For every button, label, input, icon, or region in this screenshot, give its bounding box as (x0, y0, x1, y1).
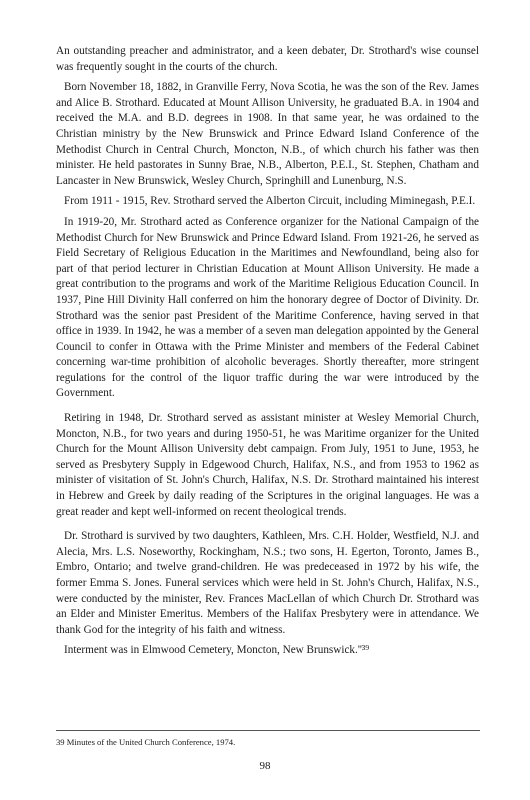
paragraph-career: In 1919-20, Mr. Strothard acted as Conference organizer for the National Campaign of the Methodist Church for New Brunswick and Prince Edward Island. From 1921-26, he served as Field Secretary of Religious Education in the Maritimes and Newfoundland, being also for part of that period lecturer in Christian Education at Mount Allison University. He made a great contribution to the programs and work of the Maritime Religious Education Council. In 1937, Pine Hill Divinity Hall conferred on him the honorary degree of Doctor of Divinity. Dr. Strothard was the senior past President of the Maritime Conference, having served in that office in 1939. In 1942, he was a member of a seven man delegation appointed by the General Council to confer in Ottawa with the Prime Minister and members of the Federal Cabinet concerning war-time prohibition of alcoholic beverages. Shortly thereafter, more stringent regulations for the control of the liquor traffic during the war were introduced by the Government. (56, 215, 479, 400)
page-number: 98 (259, 760, 271, 772)
paragraph-survivors: Dr. Strothard is survived by two daughters, Kathleen, Mrs. C.H. Holder, Westfield, N.J. and Alecia, Mrs. L.S. Noseworthy, Rockingham, N.S.; two sons, H. Egerton, Toronto, James B., Embro, Ontario; and twelve grand-children. He was predeceased in 1972 by his wife, the former Emma S. Jones. Funeral services which were held in St. John's Church, Halifax, N.S., were conducted by the minister, Rev. Frances MacLellan of which Church Dr. Strothard was an Elder and Minister Emeritus. Members of the Halifax Presbytery were in attendance. We thank God for the integrity of his faith and witness. (56, 530, 479, 636)
paragraph-intro: An outstanding preacher and administrator, and a keen debater, Dr. Strothard's wise counsel was frequently sought in the courts of the church. (56, 45, 479, 73)
page-body (56, 44, 479, 664)
footnote: 39 Minutes of the United Church Conference, 1974. (56, 737, 236, 747)
paragraph-alberton: From 1911 - 1915, Rev. Strothard served the Alberton Circuit, including Miminegash, P.E.I. (64, 195, 476, 208)
footnote-divider (56, 730, 480, 731)
paragraph-interment: Interment was in Elmwood Cemetery, Moncton, New Brunswick.''³⁹ (64, 644, 370, 657)
paragraph-birth: Born November 18, 1882, in Granville Ferry, Nova Scotia, he was the son of the Rev. James and Alice B. Strothard. Educated at Mount Allison University, he graduated B.A. in 1904 and received the M.A. and B.D. degrees in 1908. In that same year, he was ordained to the Christian ministry by the New Brunswick and Prince Edward Island Conference of the Methodist Church in Central Church, Moncton, N.B., of which church his father was then minister. He held pastorates in Sunny Brae, N.B., Alberton, P.E.I., St. Stephen, Chatham and Lancaster in New Brunswick, Wesley Church, Springhill and Lunenburg, N.S. (56, 81, 479, 187)
paragraph-retirement: Retiring in 1948, Dr. Strothard served as assistant minister at Wesley Memorial Church, Moncton, N.B., for two years and during 1950-51, he was Maritime organizer for the United Church for the Mount Allison University debt campaign. From July, 1951 to June, 1953, he served as Presbytery Supply in Edgewood Church, Halifax, N.S., and from 1953 to 1962 as minister of visitation of St. John's Church, Halifax, N.S. Dr. Strothard maintained his interest in Hebrew and Greek by daily reading of the Scriptures in the original languages. He was a great reader and kept well-informed on recent theological trends. (56, 412, 479, 518)
